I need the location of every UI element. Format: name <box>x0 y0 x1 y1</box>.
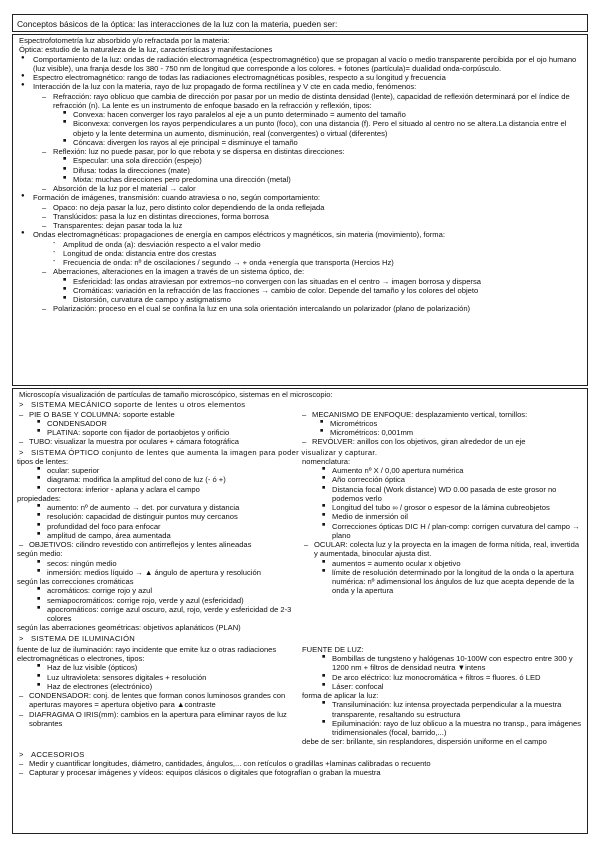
list-item: – Capturar y procesar imágenes y vídeos: equipos clásicos o digitales que fotografían o graban la muestra <box>17 768 583 777</box>
forma-label: forma de aplicar la luz: <box>302 691 379 700</box>
list-item: ■ resolución: capacidad de distinguir puntos muy cercanos <box>37 512 298 521</box>
pie-text: PIE O BASE Y COLUMNA: soporte estable <box>29 409 175 419</box>
mecanismo-item <box>300 410 583 438</box>
list-item: ■ Láser: confocal <box>322 682 583 691</box>
list-item: ■ amplitud de campo, área aumentada <box>37 531 298 540</box>
list-item: ■ inmersión: medios líquido → ▲ ángulo de apertura y resolución <box>37 568 298 577</box>
nomenclatura-label: nomenclatura: <box>302 456 351 466</box>
list-item: – Opaco: no deja pasar la luz, pero distinto color dependiendo de la onda reflejada <box>41 203 583 212</box>
mecanismo-text: MECANISMO DE ENFOQUE: desplazamiento vertical, tornillos: <box>312 409 528 419</box>
tipos-label: tipos de lentes: <box>17 456 69 466</box>
reflexion-text: Reflexión: luz no puede pasar, por lo que rebota y se dispersa en distintas direcciones: <box>53 147 345 156</box>
list-item: ■ Cóncava: divergen los rayos al eje principal = disminuye el tamaño <box>63 138 583 147</box>
objetivos-item: – OBJETIVOS: cilindro revestido con antirreflejos y lentes alineadas <box>17 540 298 549</box>
list-item: ■ semiapocromáticos: corrige rojo, verde y azul (esfericidad) <box>37 596 298 605</box>
aberraciones-item <box>41 267 583 304</box>
correcciones-label: según las correcciones cromáticas <box>17 577 134 586</box>
polarizacion-item: – Polarización: proceso en el cual se confina la luz en una sola orientación intercalando un polarizador (plano de polarización) <box>41 304 583 313</box>
list-item: ■ Aumento nº X / 0,00 apertura numérica <box>322 466 583 475</box>
list-item: ■ Luz ultravioleta: sensores digitales + resolución <box>37 673 298 682</box>
optico-header: > SISTEMA ÓPTICO conjunto de lentes que aumenta la imagen para poder visualizar y capturar. <box>17 448 583 457</box>
mecanico-right <box>300 410 583 447</box>
list-item: ■ Año corrección óptica <box>322 475 583 484</box>
ondas-text: Ondas electromagnéticas: propagaciones de energía en campos eléctricos y magnéticos, sin materia (movimiento), forma: <box>33 230 445 240</box>
list-item: ■ Haz de luz visible (ópticos) <box>37 663 298 672</box>
optica-line2: Óptica: estudio de la naturaleza de la luz, características y manifestaciones <box>19 45 273 55</box>
list-item: ● Comportamiento de la luz: ondas de radiación electromagnética (espectromagnético) que se propagan al vacío o medio transparente percibida por el ojo humano (luz visible), una franja desde los 380 - 750 nm de longitud que corresponde a los colores. + fotones (partícula)= dualidad onda-corpúsculo. <box>17 55 583 74</box>
list-item: ■ acromáticos: corrige rojo y azul <box>37 586 298 595</box>
mecanico-header: > SISTEMA MECÁNICO soporte de lentes u otros elementos <box>17 400 583 409</box>
propiedades-label: propiedades: <box>17 493 61 503</box>
diafragma-item: – DIAFRAGMA O IRIS(mm): cambios en la apertura para eliminar rayos de luz sobrantes <box>17 710 298 729</box>
list-item: - Longitud de onda: distancia entre dos crestas <box>53 249 583 258</box>
list-item: ■ Biconvexa: convergen los rayos perpendiculares a un punto (foco), con una distancia (f). Pero el situado al centro no se altera.La distancia entre el objeto y la lente determina un aumento, disminución, real (convergentes) o virtual (diferentes) <box>63 119 583 138</box>
list-item: – Transparentes: dejan pasar toda la luz <box>41 221 583 230</box>
list-item: – Translúcidos: pasa la luz en distintas direcciones, forma borrosa <box>41 212 583 221</box>
optico-columns <box>17 457 583 633</box>
segun-medio-label: según medio: <box>17 549 63 559</box>
formacion-item <box>17 193 583 230</box>
mecanico-left <box>17 410 300 447</box>
optico-left <box>17 457 298 633</box>
tubo-item: – TUBO: visualizar la muestra por oculares + cámara fotográfica <box>17 437 300 446</box>
list-item: ■ Distorsión, curvatura de campo y astigmatismo <box>63 295 583 304</box>
optica-line1: Espectrofotometría luz absorbido y/o refractada por la materia: <box>19 36 230 45</box>
list-item: ■ Haz de electrones (electrónico) <box>37 682 298 691</box>
list-item: ■ límite de resolución determinado por la longitud de la onda o la apertura numérica: nº adimensional los ángulos de luz que acepta depende de la onda y la apertura <box>322 568 583 596</box>
ocular-item <box>302 540 583 596</box>
list-item: ■ aumento: nº de aumento → det. por curvatura y distancia <box>37 503 298 512</box>
list-item: ■ Epiluminación: rayo de luz oblicuo a la muestra no transp., para imágenes tridimensionales (focal, barrido,...) <box>322 719 583 738</box>
revolver-item: – REVÓLVER: anillos con los objetivos, giran alrededor de un eje <box>300 437 583 446</box>
list-item: ■ Micrométricos: 0,001mm <box>320 428 583 437</box>
fuente-ilum-text: fuente de luz de iluminación: rayo incidente que emite luz o otras radiaciones electromagnéticas o electrones, tipos: <box>17 644 277 663</box>
list-item: ■ CONDENSADOR <box>37 419 300 428</box>
list-item: ■ Cromáticas: variación en la refracción de las fracciones → cambio de color. Depende del tamaño y los colores del objeto <box>63 286 583 295</box>
list-item: ■ PLATINA: soporte con fijador de portaobjetos y orificio <box>37 428 300 437</box>
interaccion-text: Interacción de la luz con la materia, rayo de luz propagado de forma rectilínea y V cte en cada medio, fenómenos: <box>33 82 417 92</box>
list-item: ■ secos: ningún medio <box>37 559 298 568</box>
ocular-text: OCULAR: colecta luz y la proyecta en la imagen de forma nítida, real, invertida y aumentada, binocular ajusta dist. <box>314 540 580 559</box>
list-item: ■ De arco eléctrico: luz monocromática + filtros = fluores. ó LED <box>322 673 583 682</box>
interaccion-item <box>17 82 583 193</box>
iluminacion-left <box>17 645 298 747</box>
fuente-luz-label: FUENTE DE LUZ: <box>302 644 364 654</box>
list-item: ■ ocular: superior <box>37 466 298 475</box>
list-item: ■ Distancia focal (Work distance) WD 0.00 pasada de este grosor no podemos verlo <box>322 485 583 504</box>
list-item: ■ correctora: inferior - aplana y aclara el campo <box>37 485 298 494</box>
aberraciones-geom: según las aberraciones geométricas: objetivos aplanáticos (PLAN) <box>17 623 241 633</box>
list-item: ■ Micrométricos <box>320 419 583 428</box>
microscopia-intro: Microscopía visualización de partículas de tamaño microscópico, sistemas en el microscopio: <box>19 390 333 399</box>
list-item: ■ Convexa: hacen converger los rayo paralelos al eje a un punto determinado = aumento del tamaño <box>63 110 583 119</box>
list-item: - Amplitud de onda (a): desviación respecto a el valor medio <box>53 240 583 249</box>
list-item: ■ Especular: una sola dirección (espejo) <box>63 156 583 165</box>
page-title: Conceptos básicos de la óptica: las interacciones de la luz con la materia, pueden ser: <box>17 19 338 29</box>
list-item: ■ Bombillas de tungsteno y halógenas 10-100W con espectro entre 300 y 1200 nm + filtros de densidad neutra ▼intens <box>322 654 583 673</box>
iluminacion-columns <box>17 645 583 747</box>
list-item: ■ aumentos = aumento ocular x objetivo <box>322 559 583 568</box>
list-item: ■ Difusa: todas la direcciones (mate) <box>63 166 583 175</box>
list-item: ■ Longitud del tubo ∞ / grosor o espesor de la lámina cubreobjetos <box>322 503 583 512</box>
absorcion-item: – Absorción de la luz por el material → calor <box>41 184 583 193</box>
title-box <box>12 14 588 32</box>
iluminacion-right <box>298 645 583 747</box>
reflexion-item <box>41 147 583 184</box>
optica-box <box>12 34 588 386</box>
list-item: ■ Medio de inmersión oil <box>322 512 583 521</box>
pie-item <box>17 410 300 438</box>
list-item: ■ Mixta: muchas direcciones pero predomina una dirección (metal) <box>63 175 583 184</box>
list-item: ■ profundidad del foco para enfocar <box>37 522 298 531</box>
accesorios-header: > ACCESORIOS <box>17 750 583 759</box>
mecanico-columns <box>17 410 583 447</box>
list-item: ● Espectro electromagnético: rango de todas las radiaciones electromagnéticas posibles, respecto a su longitud y frecuencia <box>17 73 583 82</box>
list-item: ■ apocromáticos: corrige azul oscuro, azul, rojo, verde y esfericidad de 2-3 colores <box>37 605 298 624</box>
formacion-text: Formación de imágenes, transmisión: cuando atraviesa o no, según comportamiento: <box>33 193 321 203</box>
optico-right <box>298 457 583 633</box>
debe-text: debe de ser: brillante, sin resplandores, dispersión uniforme en el campo <box>302 737 547 747</box>
refraccion-item <box>41 92 583 148</box>
aberraciones-text: Aberraciones, alteraciones en la imagen a través de un sistema óptico, de: <box>53 267 305 277</box>
list-item: – Medir y cuantificar longitudes, diámetro, cantidades, ángulos,... con retículos o gradillas +laminas calibradas o recuento <box>17 759 583 768</box>
list-item: ■ Correcciones ópticas DIC H / plan-comp: corrigen curvatura del campo → plano <box>322 522 583 541</box>
list-item: ■ Transiluminación: luz intensa proyectada perpendicular a la muestra transparente, resaltando su estructura <box>322 700 583 719</box>
list-item: ■ Esfericidad: las ondas atraviesan por extremos~no convergen con las situadas en el centro → imagen borrosa y dispersa <box>63 277 583 286</box>
microscopia-box <box>12 388 588 834</box>
refraccion-text: Refracción: rayo oblicuo que cambia de dirección por pasar por un medio de distinta densidad (lente), capacidad de reflexión determinará por el índice de refracción (n). La lente es un instrumento de enfoque basado en la refracción y reflexión, tipos: <box>53 91 570 110</box>
iluminacion-header: > SISTEMA DE ILUMINACIÓN <box>17 634 583 643</box>
page <box>12 14 588 834</box>
ondas-item <box>17 230 583 313</box>
list-item: ■ diagrama: modifica la amplitud del cono de luz (- ó +) <box>37 475 298 484</box>
condensador-item: – CONDENSADOR: conj. de lentes que forman conos luminosos grandes con aperturas mayores = apertura objetivo para ▲contraste <box>17 691 298 710</box>
list-item: - Frecuencia de onda: nº de oscilaciones / segundo → + onda +energía que transporta (Hercios Hz) <box>53 258 583 267</box>
